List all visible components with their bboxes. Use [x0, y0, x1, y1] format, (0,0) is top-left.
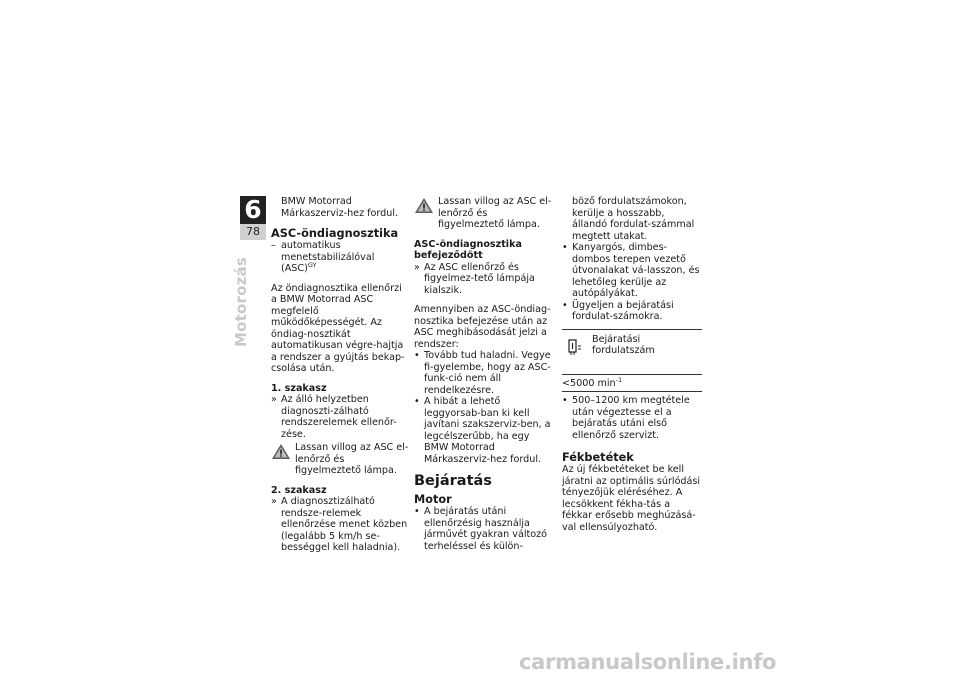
list-item: • Ügyeljen a bejáratási fordulat-számokra.	[562, 299, 674, 322]
step-mark: »	[271, 394, 277, 405]
bullet-mark: •	[414, 506, 420, 517]
asc-equipment: – automatikus menetstabilizálóval (ASC)$^{GY}$	[271, 240, 375, 274]
step2-text: » A diagnosztizálható rendsze-relemek ellenőrzése menet közben (legalább 5 km/h se-bességgel kell haladnia).	[271, 496, 408, 553]
engine-heading: Motor	[414, 493, 452, 506]
column-1	[271, 196, 409, 554]
dash-mark: –	[271, 240, 276, 251]
list-item: • A hibát a lehető leggyorsab-ban ki kell javítani szakszerviz-ben, a legcélszerűbb, ha egy BMW Motorrad Márkaszerviz-hez fordul.	[414, 396, 551, 465]
finished-heading: ASC-öndiagnosztika befejeződött	[414, 238, 522, 261]
list-item: • A bejáratás utáni ellenőrzésig használja járművét gyakran változó terheléssel és külön-	[414, 506, 548, 552]
bullet-mark: •	[562, 299, 568, 311]
watermark: carmanualsonline.info	[519, 650, 777, 674]
step1-text: » Az álló helyzetben diagnoszti-zálható rendszerelemek ellenőr-zése.	[271, 394, 397, 440]
bullet-mark: •	[414, 396, 420, 407]
finished-text: » Az ASC ellenőrző és figyelmez-tető lámpája kialszik.	[414, 261, 535, 296]
column-2	[414, 196, 554, 552]
rpm-unit-exponent: -1	[615, 375, 623, 384]
tachometer-icon	[568, 336, 582, 356]
list-item: • Kanyargós, dimbes-dombos terepen vezető útvonalakat vá-lasszon, és lehetőleg kerülje az autópályákat.	[562, 242, 700, 299]
step-mark: »	[271, 496, 277, 507]
section-title: Motorozás	[232, 257, 250, 347]
bullet-mark: •	[414, 350, 420, 361]
chapter-number: 6	[240, 196, 266, 224]
brake-text: Az új fékbetéteket be kell járatni az optimális súrlódási tényezőjük eléréséhez. A lecsökkent fékha-tás a fékkar erősebb meghúzásá-val ellensúlyozható.	[562, 464, 701, 533]
asc-description: Az öndiagnosztika ellenőrzi a BMW Motorrad ASC megfelelő működőképességét. Az öndiag-nosztikát automatikusan végre-hajtja a rendszer a gyújtás bekap-csolása után.	[271, 282, 405, 374]
step-mark: »	[414, 261, 420, 273]
step1-note: Lassan villog az ASC el-lenőrző és figyelmeztető lámpa.	[271, 442, 409, 477]
brake-heading: Fékbetétek	[562, 451, 634, 464]
intro-text: BMW Motorrad Márkaszerviz-hez fordul.	[281, 196, 399, 219]
page-number: 78	[240, 224, 266, 240]
lamp-note: Lassan villog az ASC el-lenőrző és figyelmeztető lámpa.	[414, 196, 554, 231]
bullet-mark: •	[562, 242, 568, 253]
rpm-table	[562, 329, 702, 393]
list-item: • 500–1200 km megtétele után végeztesse el a bejáratás utáni első ellenőrző szervizt.	[562, 395, 690, 441]
equipment-superscript: GY	[307, 260, 317, 269]
step1-heading: 1. szakasz	[271, 382, 327, 394]
bullet-mark: •	[562, 395, 568, 406]
error-text: Amennyiben az ASC-öndiag-nosztika befejezése után az ASC meghibásodását jelzi a rendszer:	[414, 304, 551, 350]
column-3	[562, 196, 702, 533]
rpm-title: Bejáratási fordulatszám	[592, 333, 655, 356]
asc-warning-lamp-icon	[414, 197, 434, 214]
rpm-value: <5000 $\min^{-1}$	[562, 374, 702, 392]
breakin-heading: Bejáratás	[414, 473, 492, 489]
asc-heading: ASC-öndiagnosztika	[271, 227, 399, 240]
step2-heading: 2. szakasz	[271, 484, 327, 496]
list-item: • Tovább tud haladni. Vegye fi-gyelembe, hogy az ASC-funk-ció nem áll rendelkezésre.	[414, 350, 551, 396]
asc-warning-lamp-icon	[271, 443, 291, 460]
continued-text: böző fordulatszámokon, kerülje a hosszabb, állandó fordulat-számmal megtett utakat.	[572, 196, 695, 242]
